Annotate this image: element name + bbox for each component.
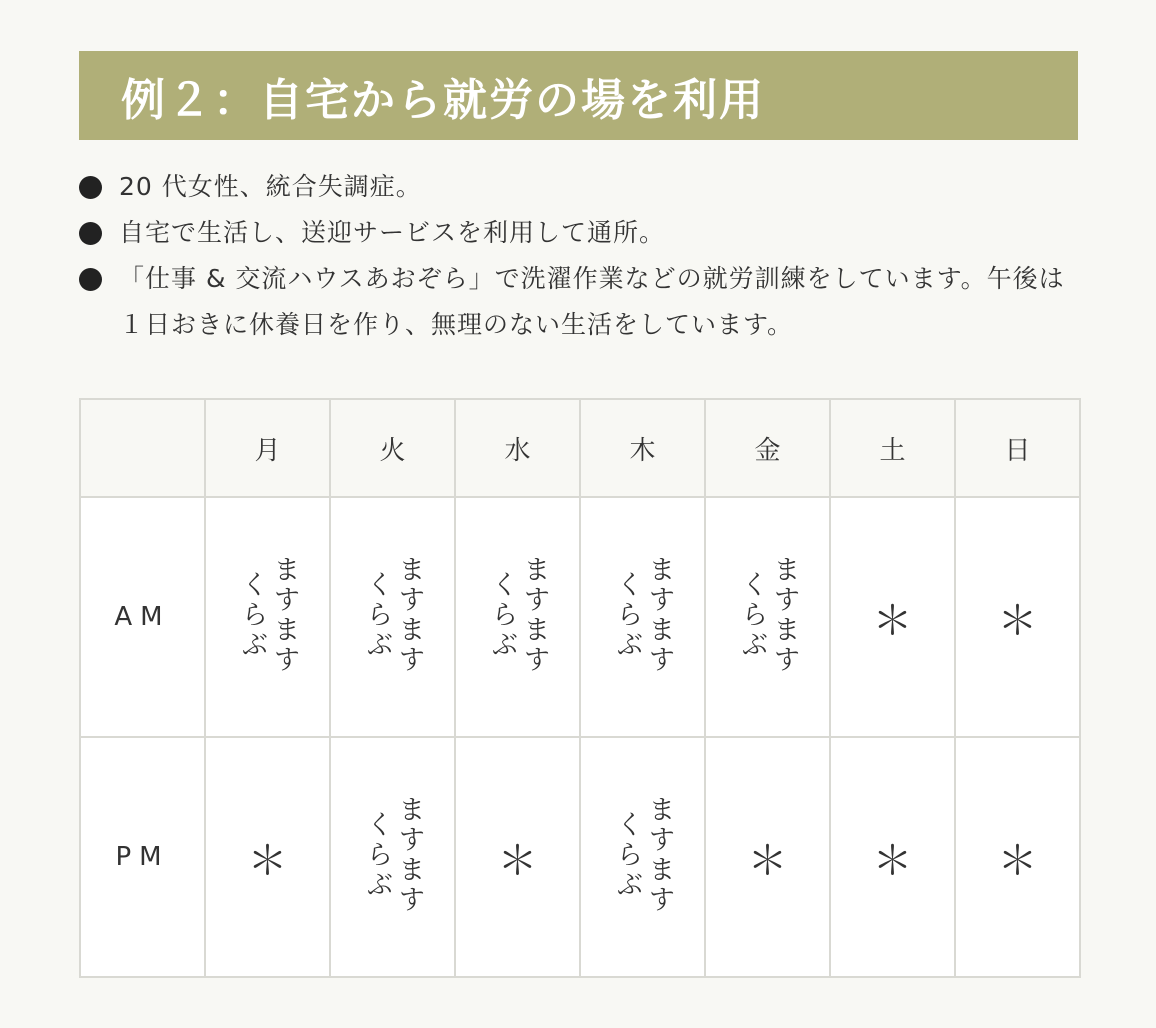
row-label-pm: PM: [80, 737, 205, 977]
weekly-schedule-table: [79, 398, 1081, 978]
cell-value: ＊: [997, 837, 1038, 884]
day-header: 日: [955, 399, 1080, 497]
bullet-dot-icon: [79, 210, 119, 256]
schedule-cell: [955, 737, 1080, 977]
day-header: 月: [205, 399, 330, 497]
day-header: 火: [330, 399, 455, 497]
cell-value: ますます くらぶ: [611, 795, 675, 915]
cell-value: ＊: [872, 597, 913, 644]
day-header: 木: [580, 399, 705, 497]
cell-value: ますます くらぶ: [736, 555, 800, 675]
cell-value: ますます くらぶ: [486, 555, 550, 675]
schedule-cell: [205, 737, 330, 977]
schedule-cell: [830, 737, 955, 977]
list-item: [79, 210, 1079, 256]
schedule-cell: [705, 497, 830, 737]
cell-value: ＊: [747, 837, 788, 884]
table-row-am: [80, 497, 1080, 737]
cell-value: ＊: [247, 837, 288, 884]
schedule-cell: [455, 497, 580, 737]
bullet-text: 自宅で生活し、送迎サービスを利用して通所。: [119, 218, 666, 247]
cell-value: ますます くらぶ: [361, 555, 425, 675]
cell-value: ＊: [497, 837, 538, 884]
cell-value: ＊: [997, 597, 1038, 644]
day-header: 水: [455, 399, 580, 497]
schedule-cell: [580, 737, 705, 977]
cell-value: ますます くらぶ: [236, 555, 300, 675]
cell-value: ますます くらぶ: [361, 795, 425, 915]
cell-value: ＊: [872, 837, 913, 884]
schedule-cell: [580, 497, 705, 737]
corner-cell: [80, 399, 205, 497]
title-banner: [79, 51, 1078, 140]
day-header: 土: [830, 399, 955, 497]
list-item: [79, 164, 1079, 210]
bullet-dot-icon: [79, 164, 119, 210]
schedule-cell: [455, 737, 580, 977]
schedule-cell: [205, 497, 330, 737]
table-header-row: [80, 399, 1080, 497]
row-label-am: AM: [80, 497, 205, 737]
schedule-cell: [830, 497, 955, 737]
page-title: 例２：自宅から就労の場を利用: [121, 74, 765, 126]
schedule-cell: [330, 737, 455, 977]
schedule-cell: [330, 497, 455, 737]
bullet-dot-icon: [79, 256, 119, 302]
cell-value: ますます くらぶ: [611, 555, 675, 675]
bullet-text: 20 代女性、統合失調症。: [119, 172, 422, 201]
profile-list: [79, 164, 1079, 348]
schedule-cell: [955, 497, 1080, 737]
schedule-cell: [705, 737, 830, 977]
list-item: [79, 256, 1079, 348]
bullet-text: 「仕事 & 交流ハウスあおぞら」で洗濯作業などの就労訓練をしています。午後は１日おきに休養日を作り、無理のない生活をしています。: [119, 264, 1065, 339]
table-row-pm: [80, 737, 1080, 977]
day-header: 金: [705, 399, 830, 497]
